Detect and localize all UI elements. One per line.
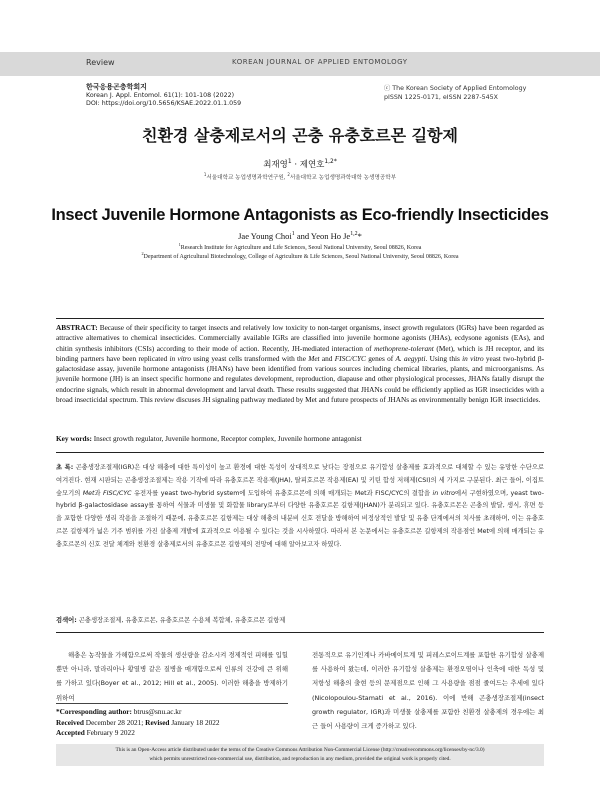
- english-abstract: [56, 323, 544, 405]
- abstract-top-rule: [56, 318, 544, 319]
- abstract-label: ABSTRACT:: [56, 323, 98, 332]
- abstract-text: using yeast cells transformed with the: [190, 353, 309, 363]
- english-title: Insect Juvenile Hormone Antagonists as Eco-friendly Insecticides: [51, 206, 549, 224]
- section-label: Review: [86, 58, 115, 67]
- korean-keywords: [56, 615, 544, 624]
- en-affil-2-sup: 2: [141, 251, 144, 256]
- accepted-label: Accepted: [56, 728, 85, 737]
- en-affil-2: Department of Agricultural Biotechnology, College of Agriculture & Life Sciences, Seoul National University, Seoul 08826, Korea: [143, 254, 459, 260]
- citation-block: [86, 83, 336, 109]
- english-keywords: [56, 434, 544, 443]
- revised-date: January 18 2022: [169, 717, 220, 727]
- body-column-right: 전통적으로 유기인계나 카바메이트계 및 피레스로이드계를 포함한 유기합성 살충제를 사용하여 왔는데, 이러한 유기합성 살충제는 환경오염이나 인축에 대한 독성 및 저항성 해충의 출현 등의 문제점으로 인해 그 사용량을 점점 줄여드는 추세에 있다(Nicolopoulou-Stamati et al., 2016). 이에 반해 곤충생장조절제(insect growth regulator, IGR)과 미생물 살충제를 포함한 친환경 살충제의 경우에는 최근 들어 사용량이 크게 증가하고 있다.: [312, 651, 544, 731]
- author-1-kor: 최재영: [263, 160, 288, 170]
- kor-abstract-text: 에서 구현하였으며, yeast two-hybrid β-galactosidase assay를 통하여 식물과 미생물 및 화합물 library로부터 다양한 유충호르몬 길항제(JHAN)가 분리되고 있다. 유충호르몬은 곤충의 발달, 생식, 휴면 등을 포함한 다양한 생리 작용을 조절하기 때문에, 유충호르몬 길항제는 대상 해충의 내분비 신호 전달을 방해하여 비정상적인 발달 및 유충 단계에서의 치사를 초래하며, 이는 유충호르몬 길항제가 넓은 기주 범위를 가진 살충제 개발에 효과적으로 이용될 수 있다는 것을 시사하였다. 따라서 본 논문에서는 유충호르몬 길항제의 작용점인 Met에 의해 매개되는 유충호르몬의 신호 전달 체계와 친환경 살충제로서의 유충호르몬 길항제의 전망에 대해 알아보고자 하였다.: [56, 489, 545, 548]
- english-authors: [0, 231, 600, 241]
- kor-keywords-label: 검색어:: [56, 617, 77, 624]
- abstract-text: and: [319, 353, 335, 363]
- license-line-1: This is an Open-Access article distributed under the terms of the Creative Commons Attribution Non-Commercial License (http://creativecommons.org/licenses/by-nc/3.0): [115, 747, 485, 753]
- correspondence-block: [56, 703, 288, 739]
- kor-abstract-text: 유전자를 yeast two-hybrid system에 도입하여 유충호르몬에 의해 매개되는 Met과 FISC/CYC의 결합을: [131, 489, 433, 497]
- revised-label: Revised: [145, 717, 170, 727]
- keywords-text: Insect growth regulator, Juvenile hormone, Receptor complex, Juvenile hormone antagonist: [91, 434, 362, 443]
- korean-title: 친환경 살충제로서의 곤충 유충호르몬 길항제: [142, 126, 458, 145]
- abstract-italic: A. aegypti: [395, 353, 426, 363]
- abstract-text: (Met), which is JH receptor, and its binding partners have been replicated: [56, 343, 544, 363]
- keywords-label: Key words:: [56, 434, 92, 443]
- citation: Korean J. Appl. Entomol. 61(1): 101-108 (2022): [86, 91, 235, 99]
- license-line-2: which permits unrestricted non-commercial use, distribution, and reproduction in any medium, provided the original work is properly cited.: [149, 756, 451, 762]
- korean-abstract: [56, 462, 544, 552]
- journal-header-band: [0, 52, 600, 76]
- abstract-text: yeast two-hybrid β-galactosidase assay, juvenile hormone antagonists (JHANs) have been identified from various sources including chemical libraries, plants, and microorganisms. As juvenile hormone (JH) is an insect specific hormone and regulates development, reproduction, diapause and other physiological processes, JHANs fatally disrupt the endocrine signals, which result in abnormal development and larval death. These results suggested that JHANs could be efficiently applied as IGR insecticides with a broad insecticidal spectrum. This review discuses JH signaling pathway mediated by Met and future prospects of JHANs as environmentally benign IGR insecticides.: [56, 353, 545, 405]
- accepted-date: February 9 2022: [84, 728, 135, 737]
- author-1-kor-sup: 1: [287, 158, 292, 166]
- received-date: December 28 2021;: [83, 717, 146, 727]
- abstract-text: Because of their specificity to target insects and relatively low toxicity to non-target organisms, insect growth regulators (IGRs) have been regarded as attractive alternatives to chemical insecticides. Commercially available IGRs are classified into juvenile hormone agonists (JHAs), ecdysone agonists (EAs), and chitin synthesis inhibitors (CSIs) according to their mode of action. Recently, JH-mediated interaction of: [56, 323, 544, 353]
- issn: pISSN 1225-0171, eISSN 2287-545X: [384, 93, 498, 101]
- korean-authors: [0, 158, 600, 170]
- abstract-italic: in vitro: [169, 353, 191, 363]
- abstract-text: . Using this: [425, 353, 463, 363]
- kor-affil-1: 서울대학교 농업생명과학연구원,: [206, 175, 288, 181]
- korean-affiliations: [0, 173, 600, 181]
- kor-affil-1-sup: 1: [203, 172, 207, 178]
- body-column-left: 해충은 농작물을 가해함으로써 작물의 생산량을 감소시켜 경제적인 피해를 입힐 뿐만 아니라, 말라리아나 황열병 같은 질병을 매개함으로써 인류의 건강에 큰 위해를 가하고 있다(Boyer et al., 2012; Hill et al., 2005). 이러한 해충을 방제하기 위하여: [56, 651, 288, 702]
- kor-keywords-bottom-rule: [56, 632, 544, 633]
- abstract-italic: FISC/CYC: [334, 353, 366, 363]
- kor-keywords-text: 곤충생장조절제, 유충호르몬, 유충호르몬 수용체 복합체, 유충호르몬 길항제: [76, 617, 286, 624]
- author-2-en: and Yeon Ho Je: [294, 231, 351, 241]
- author-2-kor: · 제연호: [291, 160, 325, 170]
- kor-abstract-italic: FISC/CYC: [103, 489, 132, 497]
- english-affiliations: [0, 244, 600, 262]
- kor-abstract-text: 곤충생장조절제(IGR)은 대상 해충에 대한 특이성이 높고 환경에 대한 독성이 상대적으로 낮다는 장점으로 유기합성 살충제를 효과적으로 대체할 수 있는 유망한 수단으로 여겨진다. 현재 시판되는 곤충생장조절제는 작용 기작에 따라 유충호르몬 작용제(JHA), 탈피호르몬 작용제(EA) 및 키틴 합성 저해제(CSI)의 세 가지로 구분된다. 최근 들어, 이집트숲모기의: [56, 464, 544, 497]
- kor-abstract-italic: Met: [82, 489, 95, 497]
- abstract-italic: in vitro: [462, 353, 484, 363]
- received-label: Received: [56, 717, 84, 727]
- abstract-italic: Met: [308, 353, 320, 363]
- journal-name: KOREAN JOURNAL OF APPLIED ENTOMOLOGY: [232, 58, 408, 66]
- corresponding-email[interactable]: btrus@snu.ac.kr: [131, 707, 182, 716]
- license-footer: [56, 744, 544, 766]
- kor-abstract-text: 과: [94, 489, 104, 497]
- author-1-en: Jae Young Choi: [238, 231, 292, 241]
- en-affil-1-sup: 1: [178, 242, 181, 247]
- kor-abstract-italic: in vitro: [432, 489, 456, 497]
- keywords-bottom-rule: [56, 452, 544, 453]
- kor-abstract-label: 초 록:: [56, 464, 74, 471]
- author-1-en-sup: 1: [291, 231, 295, 238]
- corresponding-star: *: [357, 231, 362, 241]
- kor-affil-2-sup: 2: [287, 172, 290, 178]
- corresponding-label: *Corresponding author:: [56, 707, 132, 716]
- doi-link[interactable]: DOI: https://doi.org/10.5656/KSAE.2022.01.1.059: [86, 100, 242, 107]
- kor-affil-2: 서울대학교 농업생명과학대학 농생명공학부: [289, 175, 397, 181]
- copyright-notice: ⓒ The Korean Society of Applied Entomology: [384, 85, 527, 92]
- abstract-text: genes of: [365, 353, 396, 363]
- correspondence-rule: [56, 703, 288, 704]
- korean-journal-name: 한국응용곤충학회지: [86, 83, 147, 91]
- en-affil-1: Research Institute for Agriculture and Life Sciences, Seoul National University, Seoul 08826, Korea: [180, 245, 422, 251]
- author-2-en-sup: 1,2: [350, 231, 358, 238]
- author-2-kor-sup: 1,2*: [324, 158, 337, 166]
- abstract-italic: methoprene-tolerant: [374, 343, 434, 353]
- copyright-block: [384, 85, 554, 102]
